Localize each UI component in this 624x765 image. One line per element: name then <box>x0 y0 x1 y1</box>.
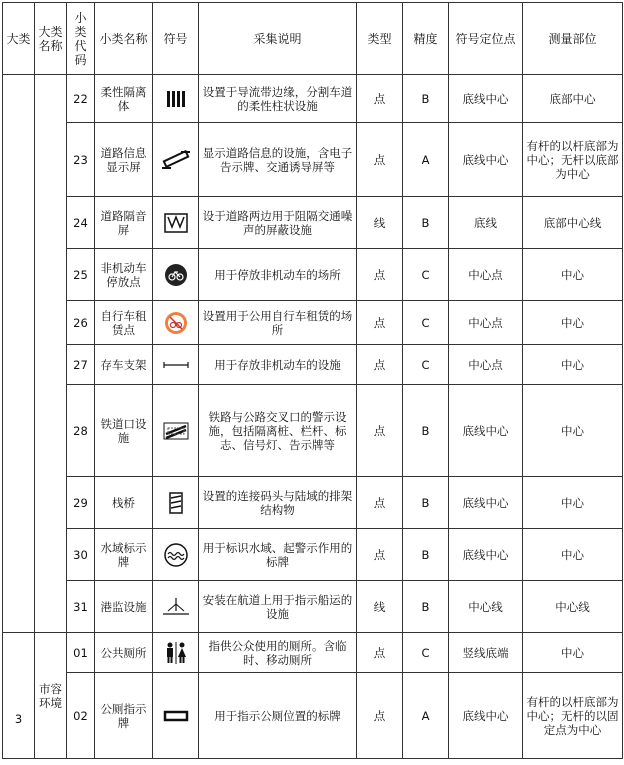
symbol-cell <box>153 197 199 249</box>
major-class-cell: 3 <box>3 633 35 759</box>
minor-name-cell: 港监设施 <box>95 581 153 633</box>
minor-code-cell: 25 <box>67 249 95 301</box>
minor-code-cell: 23 <box>67 123 95 197</box>
type-cell: 点 <box>357 123 403 197</box>
precision-cell: B <box>403 477 449 529</box>
type-cell: 线 <box>357 197 403 249</box>
minor-code-cell: 24 <box>67 197 95 249</box>
type-cell: 点 <box>357 477 403 529</box>
type-cell: 点 <box>357 673 403 759</box>
bike-rack-icon <box>155 360 196 370</box>
anchor-cell: 底线中心 <box>449 673 523 759</box>
measure-cell: 中心 <box>523 345 623 385</box>
precision-cell: B <box>403 197 449 249</box>
minor-name-cell: 存车支架 <box>95 345 153 385</box>
table-row <box>3 529 623 581</box>
toilet-icon <box>155 641 196 665</box>
type-cell: 线 <box>357 581 403 633</box>
header-type: 类型 <box>357 3 403 75</box>
table-row <box>3 249 623 301</box>
type-cell: 点 <box>357 529 403 581</box>
minor-name-cell: 非机动车停放点 <box>95 249 153 301</box>
minor-name-cell: 自行车租赁点 <box>95 301 153 345</box>
major-class-cell-blank <box>3 75 35 633</box>
anchor-cell: 底线中心 <box>449 75 523 123</box>
header-measure: 测量部位 <box>523 3 623 75</box>
table-row <box>3 673 623 759</box>
minor-code-cell: 02 <box>67 673 95 759</box>
type-cell: 点 <box>357 301 403 345</box>
measure-cell: 中心线 <box>523 581 623 633</box>
measure-cell: 中心 <box>523 249 623 301</box>
description-cell: 显示道路信息的设施，含电子告示牌、交通诱导屏等 <box>199 123 357 197</box>
header-symbol: 符号 <box>153 3 199 75</box>
table-row <box>3 301 623 345</box>
table-row <box>3 633 623 673</box>
toilet-sign-icon <box>155 710 196 722</box>
table-row <box>3 75 623 123</box>
header-major-name: 大类名称 <box>35 3 67 75</box>
measure-cell: 中心 <box>523 477 623 529</box>
major-name-cell-blank <box>35 75 67 633</box>
table-row <box>3 345 623 385</box>
sound-barrier-icon <box>155 212 196 234</box>
precision-cell: A <box>403 123 449 197</box>
symbol-cell <box>153 633 199 673</box>
symbol-cell <box>153 673 199 759</box>
minor-code-cell: 26 <box>67 301 95 345</box>
symbol-table <box>2 2 623 759</box>
minor-code-cell: 29 <box>67 477 95 529</box>
minor-name-cell: 栈桥 <box>95 477 153 529</box>
flexible-post-icon <box>155 89 196 109</box>
minor-name-cell: 柔性隔离体 <box>95 75 153 123</box>
header-minor-name: 小类名称 <box>95 3 153 75</box>
anchor-cell: 中心点 <box>449 345 523 385</box>
measure-cell: 有杆的以杆底部为中心；无杆的以固定点为中心 <box>523 673 623 759</box>
type-cell: 点 <box>357 345 403 385</box>
table-row <box>3 477 623 529</box>
anchor-cell: 竖线底端 <box>449 633 523 673</box>
minor-code-cell: 27 <box>67 345 95 385</box>
precision-cell: A <box>403 673 449 759</box>
symbol-cell <box>153 301 199 345</box>
bike-parking-icon <box>155 263 196 287</box>
precision-cell: B <box>403 75 449 123</box>
info-screen-icon <box>155 149 196 171</box>
measure-cell: 有杆的以杆底部为中心；无杆以底部为中心 <box>523 123 623 197</box>
symbol-cell <box>153 75 199 123</box>
anchor-cell: 底线中心 <box>449 477 523 529</box>
description-cell: 用于存放非机动车的设施 <box>199 345 357 385</box>
anchor-cell: 底线中心 <box>449 123 523 197</box>
measure-cell: 中心 <box>523 633 623 673</box>
type-cell: 点 <box>357 75 403 123</box>
symbol-cell <box>153 345 199 385</box>
table-row <box>3 197 623 249</box>
measure-cell: 中心 <box>523 529 623 581</box>
anchor-cell: 中心线 <box>449 581 523 633</box>
type-cell: 点 <box>357 249 403 301</box>
minor-name-cell: 水域标示牌 <box>95 529 153 581</box>
header-row <box>3 3 623 75</box>
measure-cell: 中心 <box>523 385 623 477</box>
description-cell: 用于停放非机动车的场所 <box>199 249 357 301</box>
minor-code-cell: 31 <box>67 581 95 633</box>
measure-cell: 底部中心 <box>523 75 623 123</box>
measure-cell: 底部中心线 <box>523 197 623 249</box>
bike-rental-icon <box>155 311 196 335</box>
major-name-cell: 市容环境 <box>35 633 67 759</box>
precision-cell: C <box>403 633 449 673</box>
minor-name-cell: 公共厕所 <box>95 633 153 673</box>
minor-name-cell: 铁道口设施 <box>95 385 153 477</box>
minor-name-cell: 公厕指示牌 <box>95 673 153 759</box>
symbol-cell <box>153 581 199 633</box>
symbol-cell <box>153 477 199 529</box>
table-row <box>3 385 623 477</box>
measure-cell: 中心 <box>523 301 623 345</box>
description-cell: 用于指示公厕位置的标牌 <box>199 673 357 759</box>
minor-code-cell: 22 <box>67 75 95 123</box>
header-major-class: 大类 <box>3 3 35 75</box>
precision-cell: C <box>403 249 449 301</box>
harbor-facility-icon <box>155 595 196 619</box>
precision-cell: B <box>403 385 449 477</box>
description-cell: 安装在航道上用于指示船运的设施 <box>199 581 357 633</box>
minor-code-cell: 30 <box>67 529 95 581</box>
trestle-icon <box>155 491 196 515</box>
minor-name-cell: 道路信息显示屏 <box>95 123 153 197</box>
precision-cell: B <box>403 529 449 581</box>
precision-cell: C <box>403 301 449 345</box>
table-row <box>3 123 623 197</box>
anchor-cell: 底线中心 <box>449 529 523 581</box>
table-row <box>3 581 623 633</box>
description-cell: 用于标识水域、起警示作用的标牌 <box>199 529 357 581</box>
symbol-cell <box>153 249 199 301</box>
anchor-cell: 中心点 <box>449 249 523 301</box>
symbol-cell <box>153 385 199 477</box>
symbol-cell <box>153 529 199 581</box>
precision-cell: B <box>403 581 449 633</box>
symbol-cell <box>153 123 199 197</box>
header-precision: 精度 <box>403 3 449 75</box>
water-sign-icon <box>155 542 196 568</box>
anchor-cell: 底线中心 <box>449 385 523 477</box>
description-cell: 设置用于公用自行车租赁的场所 <box>199 301 357 345</box>
description-cell: 设置于导流带边缘，分割车道的柔性柱状设施 <box>199 75 357 123</box>
header-description: 采集说明 <box>199 3 357 75</box>
type-cell: 点 <box>357 385 403 477</box>
minor-code-cell: 28 <box>67 385 95 477</box>
anchor-cell: 底线 <box>449 197 523 249</box>
minor-code-cell: 01 <box>67 633 95 673</box>
railway-crossing-icon <box>155 420 196 442</box>
description-cell: 设于道路两边用于阻隔交通噪声的屏蔽设施 <box>199 197 357 249</box>
precision-cell: C <box>403 345 449 385</box>
header-minor-code: 小类代码 <box>67 3 95 75</box>
description-cell: 设置的连接码头与陆域的排架结构物 <box>199 477 357 529</box>
anchor-cell: 中心点 <box>449 301 523 345</box>
header-anchor: 符号定位点 <box>449 3 523 75</box>
type-cell: 点 <box>357 633 403 673</box>
description-cell: 铁路与公路交叉口的警示设施，包括隔离桩、栏杆、标志、信号灯、告示牌等 <box>199 385 357 477</box>
minor-name-cell: 道路隔音屏 <box>95 197 153 249</box>
description-cell: 指供公众使用的厕所。含临时、移动厕所 <box>199 633 357 673</box>
